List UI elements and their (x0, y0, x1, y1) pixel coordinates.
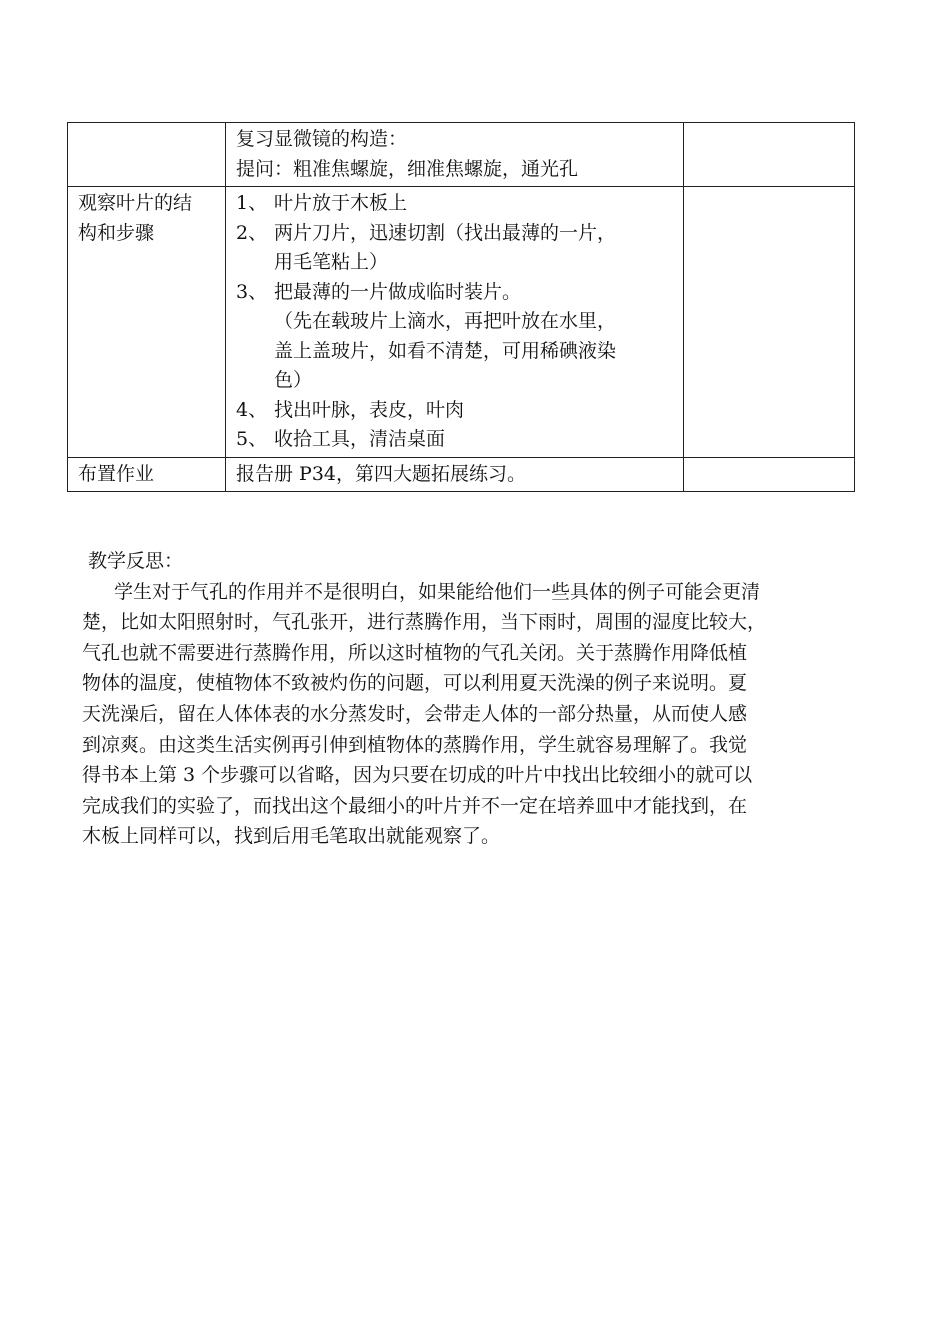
reflection-line: 物体的温度，使植物体不致被灼伤的问题，可以利用夏天洗澡的例子来说明。夏 (82, 672, 748, 695)
step-number: 1、 (236, 192, 268, 214)
row-label-cell (68, 123, 226, 187)
review-line-1: 复习显微镜的构造： (236, 128, 408, 150)
step-note-line: （先在载玻片上滴水，再把叶放在水里， (274, 310, 617, 332)
reflection-line: 楚，比如太阳照射时，气孔张开，进行蒸腾作用，当下雨时，周围的湿度比较大， (82, 611, 767, 634)
teaching-reflection (82, 546, 880, 852)
reflection-line: 学生对于气孔的作用并不是很明白，如果能给他们一些具体的例子可能会更清 (114, 580, 761, 603)
step-item-4 (236, 396, 675, 426)
observe-label-line-2: 构和步骤 (78, 221, 155, 244)
step-number: 3、 (236, 280, 268, 303)
step-text: 叶片放于木板上 (274, 192, 408, 214)
row-content-cell (226, 187, 684, 458)
step-text: 收拾工具，清洁桌面 (274, 428, 446, 450)
row-note-cell (684, 123, 855, 187)
observe-label-line-1: 观察叶片的结 (78, 192, 193, 214)
step-item-5 (236, 425, 675, 455)
step-item-1 (236, 189, 675, 219)
row-label-cell (68, 457, 226, 492)
step-text: 把最薄的一片做成临时装片。 (274, 280, 522, 303)
step-number: 5、 (236, 428, 268, 450)
reflection-line: 气孔也就不需要进行蒸腾作用，所以这时植物的气孔关闭。关于蒸腾作用降低植 (82, 641, 748, 664)
step-number: 2、 (236, 221, 268, 244)
row-note-cell (684, 457, 855, 492)
table-row-review (68, 123, 855, 187)
reflection-heading: 教学反思： (88, 550, 184, 572)
step-note-line: 盖上盖玻片，如看不清楚，可用稀碘液染 (274, 339, 617, 362)
reflection-line: 木板上同样可以，找到后用毛笔取出就能观察了。 (82, 825, 501, 848)
step-text: 找出叶脉，表皮，叶肉 (274, 398, 465, 421)
step-item-2 (236, 219, 675, 278)
step-text: 用毛笔粘上） (274, 251, 389, 273)
homework-text: 报告册 P34，第四大题拓展练习。 (236, 462, 527, 485)
lesson-plan-table (67, 122, 855, 492)
review-line-2: 提问：粗准焦螺旋，细准焦螺旋，通光孔 (236, 157, 579, 180)
step-note-line: 色） (274, 369, 313, 391)
row-note-cell (684, 187, 855, 458)
step-text: 两片刀片，迅速切割（找出最薄的一片， (274, 221, 617, 244)
reflection-line: 完成我们的实验了，而找出这个最细小的叶片并不一定在培养皿中才能找到，在 (82, 794, 748, 817)
reflection-line: 得书本上第 3 个步骤可以省略，因为只要在切成的叶片中找出比较细小的就可以 (82, 764, 753, 787)
table-row-observe (68, 187, 855, 458)
row-content-cell (226, 457, 684, 492)
step-number: 4、 (236, 398, 268, 421)
step-item-3 (236, 278, 675, 308)
reflection-line: 到凉爽。由这类生活实例再引伸到植物体的蒸腾作用，学生就容易理解了。我觉 (82, 733, 748, 756)
row-content-cell (226, 123, 684, 187)
homework-label: 布置作业 (78, 462, 155, 485)
row-label-cell (68, 187, 226, 458)
reflection-line: 天洗澡后，留在人体体表的水分蒸发时，会带走人体的一部分热量，从而使人感 (82, 702, 748, 725)
step-3-note (236, 307, 675, 396)
table-row-homework (68, 457, 855, 492)
